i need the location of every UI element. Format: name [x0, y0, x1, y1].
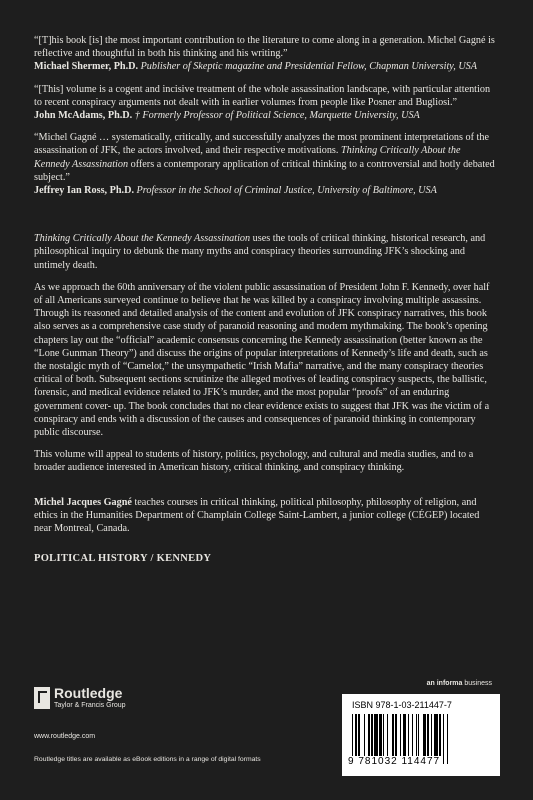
endorser-affiliation: Publisher of Skeptic magazine and Presidential Fellow, Chapman University, USA [140, 61, 478, 73]
publisher-url: www.routledge.com [34, 733, 96, 740]
endorsement-mcadams [34, 83, 496, 123]
endorsement-quote: “[This] volume is a cogent and incisive treatment of the whole assassination landscape, with particular attention to recent conspiracy arguments not dealt with in earlier volumes from people like Posner and Bugliosi.” [34, 83, 491, 108]
author-name: Michel Jacques Gagné [34, 496, 132, 508]
endorsement-quote-end: offers a contemporary application of critical thinking to a controversial and hotly debated subject.” [34, 158, 495, 183]
back-cover-text [34, 34, 496, 564]
description-body: As we approach the 60th anniversary of the violent public assassination of President John F. Kennedy, over half of all Americans surveyed continue to believe that he was killed by a conspiracy involving multiple assassins. Through its reasoned and detailed analysis of the content and evolution of JFK conspiracy narratives, this book also serves as a comprehensive case study of paranoid reasoning and modern mythmaking. The book’s opening chapters lay out the “official” academic consensus concerning the Kennedy assassination (better known as the “Lone Gunman Theory”) and discuss the origins of popular interpretations of Kennedy’s life and death, such as the nostalgic myth of “Camelot,” the unsympathetic “Irish Mafia” narrative, and the many conspiracy theories critical of both. Subsequent sections scrutinize the alleged motives of leading conspiracy suspects, the ballistic, forensic, and medical evidence related to JFK’s murder, and the most popular “proofs” of an enduring government cover- up. The book concludes that no clear evidence exists to suggest that JFK was the victim of a conspiracy and ends with a discussion of the causes and consequences of paranoid thinking in contemporary public discourse. [34, 281, 490, 439]
routledge-logo [34, 686, 126, 710]
informa-business: an informa business [426, 680, 492, 687]
author-bio: Michel Jacques Gagné teaches courses in critical thinking, political philosophy, philosophy of religion, and ethics in the Humanities Department of Champlain College Saint-Lambert, a junior college (CÉGEP) located near Montreal, Canada. [34, 496, 480, 535]
isbn-barcode [342, 694, 500, 776]
ebook-formats-note: Routledge titles are available as eBook editions in a range of digital formats [34, 756, 261, 763]
endorsement-quote: “[T]his book [is] the most important contribution to the literature to come along in a generation. Michel Gagné is reflective and thoughtful in both his thinking and his writing.” [34, 35, 495, 60]
barcode-stripe [448, 714, 449, 764]
publisher-group: Taylor & Francis Group [54, 702, 126, 709]
subject-category: POLITICAL HISTORY / KENNEDY [34, 553, 212, 565]
endorser-name: Michael Shermer, Ph.D. [34, 61, 139, 73]
barcode-digits: 9 781032 114477 [348, 756, 441, 767]
description-intro: Thinking Critically About the Kennedy Assassination uses the tools of critical thinking, historical research, and philosophical inquiry to debunk the many myths and conspiracy theories surrounding JFK’s shocking and untimely death. [34, 233, 486, 271]
endorsement-ross [34, 131, 496, 197]
endorser-affiliation: † Formerly Professor of Political Science, Marquette University, USA [134, 110, 420, 122]
endorsement-quote: “Michel Gagné … systematically, critically, and successfully analyzes the most prominent interpretations of the assassination of JFK, the actors involved, and their respective motivations. [34, 132, 489, 157]
description-audience: This volume will appeal to students of history, politics, psychology, and cultural and media studies, and to a broader audience interested in American history, critical thinking, and conspiracy thinking. [34, 449, 474, 474]
endorser-name: John McAdams, Ph.D. [34, 110, 133, 122]
publisher-name: Routledge [54, 685, 123, 701]
endorsement-shermer [34, 34, 496, 74]
endorsement-book-title: Thinking Critically About the Kennedy Assassination [34, 145, 461, 170]
publisher-footer [34, 680, 500, 786]
routledge-r-icon [34, 687, 50, 709]
isbn-label: ISBN 978-1-03-211447-7 [352, 700, 452, 710]
endorser-name: Jeffrey Ian Ross, Ph.D. [34, 185, 134, 197]
endorser-affiliation: Professor in the School of Criminal Justice, University of Baltimore, USA [136, 185, 437, 197]
book-title: Thinking Critically About the Kennedy Assassination [34, 233, 251, 245]
